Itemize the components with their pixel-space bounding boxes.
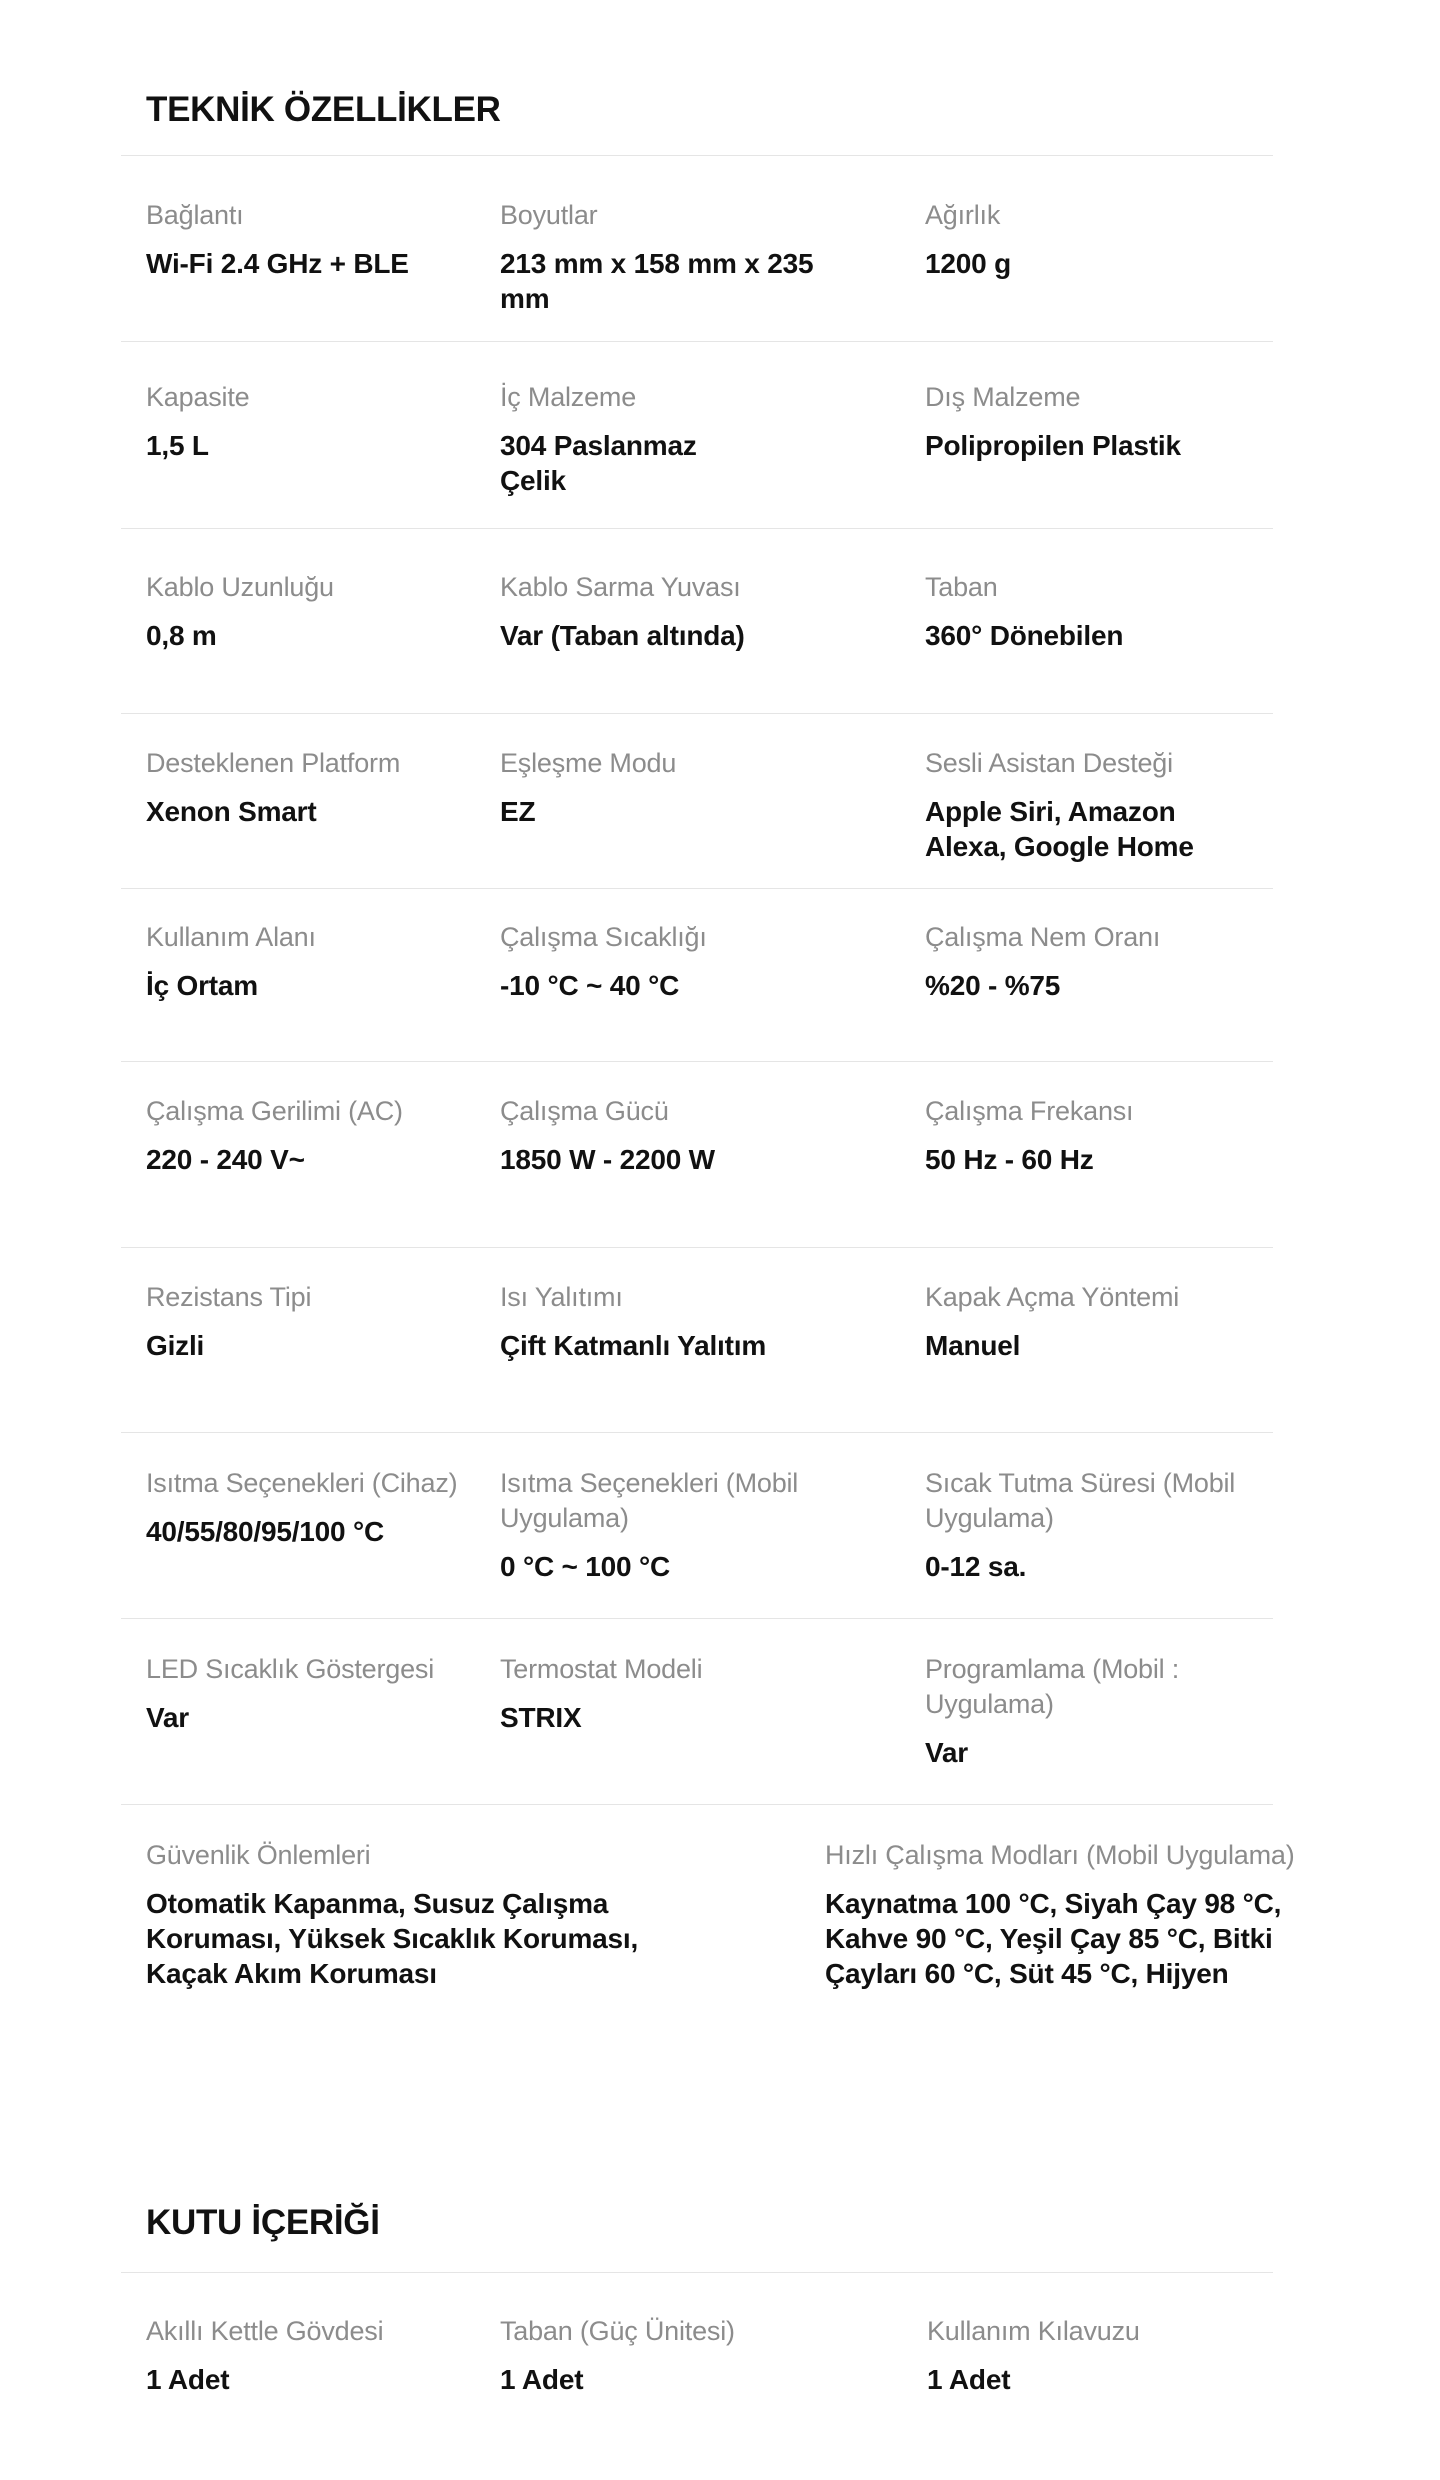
spec-label: Sıcak Tutma Süresi (Mobil Uygulama) bbox=[925, 1468, 1236, 1533]
spec-item bbox=[925, 1466, 1265, 1584]
section-title-box-contents: KUTU İÇERİĞİ bbox=[146, 2203, 380, 2242]
spec-label: Çalışma Sıcaklığı bbox=[500, 922, 707, 952]
spec-value: %20 - %75 bbox=[925, 970, 1061, 1001]
spec-value: Kaynatma 100 °C, Siyah Çay 98 °C, Kahve 90 °C, Yeşil Çay 85 °C, Bitki Çayları 60 °C, Süt 45 °C, Hijyen bbox=[825, 1888, 1282, 1989]
spec-item bbox=[500, 920, 860, 1003]
spec-label: İç Malzeme bbox=[500, 382, 637, 412]
spec-item bbox=[146, 1652, 496, 1735]
spec-value: 50 Hz - 60 Hz bbox=[925, 1144, 1094, 1175]
divider bbox=[121, 528, 1273, 529]
spec-label: Kapasite bbox=[146, 382, 250, 412]
divider bbox=[121, 1432, 1273, 1433]
spec-value: STRIX bbox=[500, 1702, 582, 1733]
box-item-label: Kullanım Kılavuzu bbox=[927, 2316, 1140, 2346]
divider bbox=[121, 713, 1273, 714]
spec-label: Isıtma Seçenekleri (Cihaz) bbox=[146, 1468, 458, 1498]
spec-item bbox=[146, 1466, 496, 1549]
box-item-label: Akıllı Kettle Gövdesi bbox=[146, 2316, 384, 2346]
spec-value: 304 Paslanmaz Çelik bbox=[500, 430, 697, 496]
spec-value: 220 - 240 V~ bbox=[146, 1144, 305, 1175]
spec-label: Isı Yalıtımı bbox=[500, 1282, 623, 1312]
spec-item bbox=[146, 1094, 476, 1177]
spec-label: Taban bbox=[925, 572, 998, 602]
spec-item bbox=[146, 1838, 666, 1991]
spec-value: Gizli bbox=[146, 1330, 205, 1361]
spec-item bbox=[500, 570, 860, 653]
spec-value: Var (Taban altında) bbox=[500, 620, 745, 651]
spec-label: Isıtma Seçenekleri (Mobil Uygulama) bbox=[500, 1468, 799, 1533]
divider bbox=[121, 2272, 1273, 2273]
spec-label: Çalışma Nem Oranı bbox=[925, 922, 1161, 952]
divider bbox=[121, 341, 1273, 342]
spec-item bbox=[925, 570, 1275, 653]
spec-value: Var bbox=[925, 1737, 968, 1768]
spec-value: 0-12 sa. bbox=[925, 1551, 1027, 1582]
spec-label: Çalışma Gerilimi (AC) bbox=[146, 1096, 403, 1126]
spec-value: Apple Siri, Amazon Alexa, Google Home bbox=[925, 796, 1194, 862]
spec-label: Boyutlar bbox=[500, 200, 598, 230]
spec-item bbox=[925, 1280, 1275, 1363]
spec-label: LED Sıcaklık Göstergesi bbox=[146, 1654, 435, 1684]
spec-value: 40/55/80/95/100 °C bbox=[146, 1516, 385, 1547]
spec-item bbox=[500, 1652, 860, 1735]
spec-value: Wi-Fi 2.4 GHz + BLE bbox=[146, 248, 409, 279]
box-item-value: 1 Adet bbox=[927, 2364, 1011, 2395]
spec-label: Kapak Açma Yöntemi bbox=[925, 1282, 1180, 1312]
spec-item bbox=[146, 746, 476, 829]
spec-label: Eşleşme Modu bbox=[500, 748, 677, 778]
divider bbox=[121, 1804, 1273, 1805]
spec-item bbox=[500, 1094, 860, 1177]
spec-value: 1,5 L bbox=[146, 430, 209, 461]
box-item bbox=[927, 2314, 1277, 2397]
spec-label: Bağlantı bbox=[146, 200, 244, 230]
spec-value: 360° Dönebilen bbox=[925, 620, 1124, 651]
spec-label: Programlama (Mobil : Uygulama) bbox=[925, 1654, 1180, 1719]
spec-item bbox=[925, 1094, 1275, 1177]
box-item-label: Taban (Güç Ünitesi) bbox=[500, 2316, 735, 2346]
spec-value: 0 °C ~ 100 °C bbox=[500, 1551, 670, 1582]
spec-item bbox=[925, 198, 1275, 281]
spec-item bbox=[925, 746, 1225, 864]
spec-label: Desteklenen Platform bbox=[146, 748, 401, 778]
spec-value: 1850 W - 2200 W bbox=[500, 1144, 715, 1175]
spec-item bbox=[146, 920, 476, 1003]
spec-item bbox=[146, 380, 476, 463]
divider bbox=[121, 155, 1273, 156]
spec-label: Kullanım Alanı bbox=[146, 922, 316, 952]
spec-label: Sesli Asistan Desteği bbox=[925, 748, 1173, 778]
spec-item bbox=[146, 198, 476, 281]
box-item bbox=[500, 2314, 860, 2397]
spec-label: Termostat Modeli bbox=[500, 1654, 703, 1684]
box-item-value: 1 Adet bbox=[500, 2364, 584, 2395]
spec-label: Kablo Sarma Yuvası bbox=[500, 572, 741, 602]
spec-item bbox=[500, 198, 860, 316]
spec-item bbox=[146, 1280, 476, 1363]
spec-item bbox=[825, 1838, 1345, 1991]
spec-value: 0,8 m bbox=[146, 620, 217, 651]
spec-label: Ağırlık bbox=[925, 200, 1001, 230]
divider bbox=[121, 1247, 1273, 1248]
spec-item bbox=[146, 570, 476, 653]
spec-value: Çift Katmanlı Yalıtım bbox=[500, 1330, 767, 1361]
spec-item bbox=[925, 380, 1275, 463]
spec-item bbox=[500, 1280, 860, 1363]
spec-label: Çalışma Gücü bbox=[500, 1096, 669, 1126]
spec-value: Otomatik Kapanma, Susuz Çalışma Koruması, Yüksek Sıcaklık Koruması, Kaçak Akım Koruması bbox=[146, 1888, 639, 1989]
spec-item bbox=[925, 1652, 1215, 1770]
spec-label: Kablo Uzunluğu bbox=[146, 572, 334, 602]
spec-item bbox=[500, 380, 760, 498]
divider bbox=[121, 888, 1273, 889]
spec-value: İç Ortam bbox=[146, 970, 258, 1001]
spec-value: EZ bbox=[500, 796, 536, 827]
divider bbox=[121, 1061, 1273, 1062]
spec-value: 1200 g bbox=[925, 248, 1011, 279]
spec-label: Rezistans Tipi bbox=[146, 1282, 312, 1312]
spec-value: Manuel bbox=[925, 1330, 1021, 1361]
box-item-value: 1 Adet bbox=[146, 2364, 230, 2395]
spec-label: Hızlı Çalışma Modları (Mobil Uygulama) bbox=[825, 1840, 1295, 1870]
section-title-technical-specs: TEKNİK ÖZELLİKLER bbox=[146, 90, 501, 129]
spec-label: Çalışma Frekansı bbox=[925, 1096, 1134, 1126]
spec-value: 213 mm x 158 mm x 235 mm bbox=[500, 248, 814, 314]
box-item bbox=[146, 2314, 476, 2397]
spec-value: Xenon Smart bbox=[146, 796, 317, 827]
spec-item bbox=[500, 1466, 830, 1584]
spec-value: -10 °C ~ 40 °C bbox=[500, 970, 680, 1001]
spec-value: Var bbox=[146, 1702, 189, 1733]
box-contents-section bbox=[0, 2100, 1440, 2480]
spec-label: Dış Malzeme bbox=[925, 382, 1081, 412]
spec-value: Polipropilen Plastik bbox=[925, 430, 1181, 461]
spec-item bbox=[500, 746, 860, 829]
spec-item bbox=[925, 920, 1275, 1003]
spec-label: Güvenlik Önlemleri bbox=[146, 1840, 371, 1870]
divider bbox=[121, 1618, 1273, 1619]
